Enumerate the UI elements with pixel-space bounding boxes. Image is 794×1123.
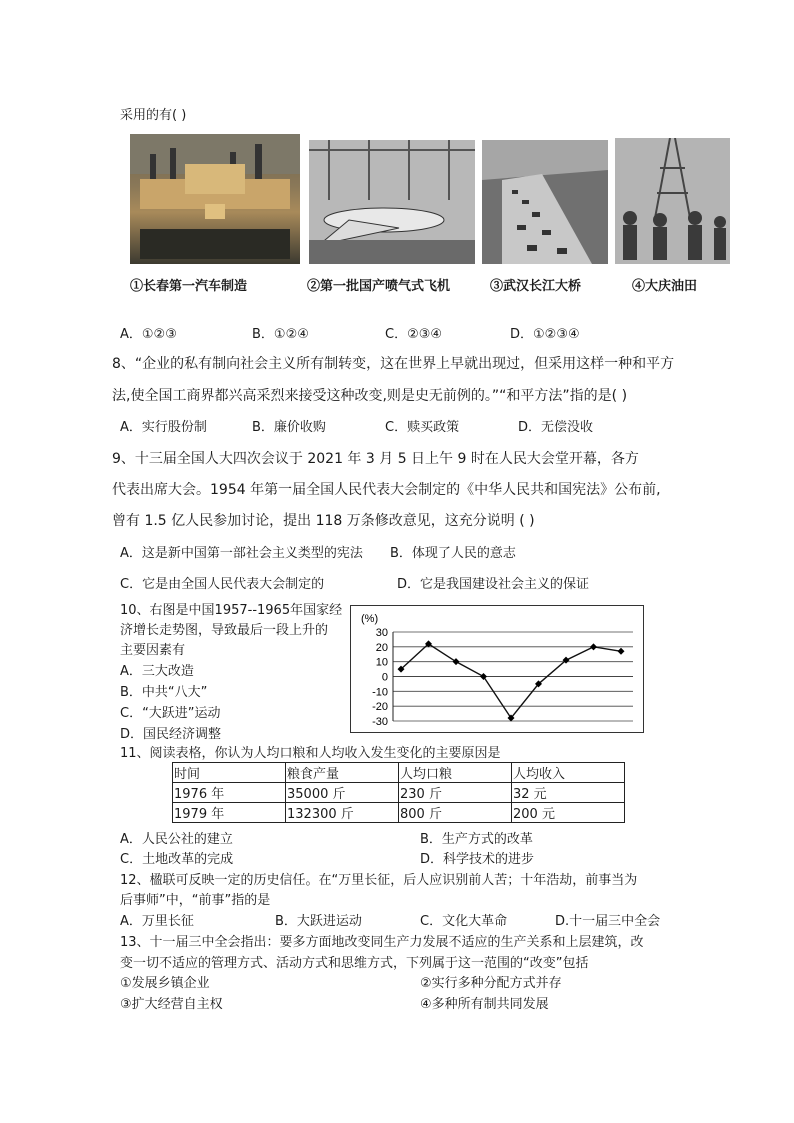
- q12-option-d[interactable]: D.十一届三中全会: [555, 914, 661, 929]
- q10-option-b[interactable]: B．中共“八大”: [120, 685, 208, 700]
- bridge-photo: [482, 140, 608, 264]
- q8-option-d[interactable]: D．无偿没收: [518, 420, 594, 435]
- table-header-cell: 时间: [173, 763, 286, 783]
- q11-option-c[interactable]: C．土地改革的完成: [120, 852, 234, 867]
- oilfield-photo: [615, 138, 730, 264]
- table-cell: 32 元: [512, 783, 625, 803]
- q8-option-b[interactable]: B．廉价收购: [252, 420, 326, 435]
- q10-stem-line2: 济增长走势图，导致最后一段上升的: [120, 623, 329, 638]
- photo-caption-4: ④大庆油田: [632, 279, 698, 294]
- q9-option-a[interactable]: A．这是新中国第一部社会主义类型的宪法: [120, 546, 363, 561]
- q10-option-c[interactable]: C．“大跃进”运动: [120, 706, 221, 721]
- q13-item-1[interactable]: ①发展乡镇企业: [120, 976, 210, 991]
- photo-caption-2: ②第一批国产喷气式飞机: [307, 279, 451, 294]
- q9-stem-line1: 9、十三届全国人大四次会议于 2021 年 3 月 5 日上午 9 时在人民大会堂开幕，各方: [112, 451, 639, 467]
- table-header-cell: 人均口粮: [399, 763, 512, 783]
- table-cell: 200 元: [512, 803, 625, 823]
- q13-item-4[interactable]: ④多种所有制共同发展: [420, 997, 549, 1012]
- factory-photo: [130, 134, 300, 264]
- chart-y-tick-label: 0: [381, 671, 388, 684]
- q8-stem-line2: 法,使全国工商界都兴高采烈来接受这种改变,则是史无前例的。”“和平方法”指的是( ): [112, 388, 628, 404]
- table-row: [173, 783, 625, 803]
- table-cell: 800 斤: [399, 803, 512, 823]
- chart-y-tick-label: 20: [375, 641, 388, 654]
- table-cell: 230 斤: [399, 783, 512, 803]
- q13-item-2[interactable]: ②实行多种分配方式并存: [420, 976, 562, 991]
- table-row: [173, 803, 625, 823]
- q8-option-c[interactable]: C．赎买政策: [385, 420, 460, 435]
- growth-chart-svg: [351, 606, 643, 732]
- q11-option-b[interactable]: B．生产方式的改革: [420, 832, 533, 847]
- q9-option-b[interactable]: B．体现了人民的意志: [390, 546, 516, 561]
- q9-stem-line2: 代表出席大会。1954 年第一届全国人民代表大会制定的《中华人民共和国宪法》公布前,: [112, 482, 661, 498]
- q9-stem-line3: 曾有 1.5 亿人民参加讨论，提出 118 万条修改意见，这充分说明 ( ): [112, 513, 535, 529]
- table-cell: 1976 年: [173, 783, 286, 803]
- q12-option-c[interactable]: C．文化大革命: [420, 914, 508, 929]
- q12-stem-line1: 12、楹联可反映一定的历史信任。在“万里长征，后人应识别前人苦；十年浩劫，前事当为: [120, 873, 638, 888]
- table-cell: 1979 年: [173, 803, 286, 823]
- chart-y-tick-label: -10: [372, 686, 388, 699]
- chart-y-tick-label: -30: [372, 716, 388, 728]
- table-header-cell: 人均收入: [512, 763, 625, 783]
- grain-table: [172, 762, 625, 823]
- chart-y-tick-label: -20: [372, 701, 388, 714]
- q11-option-d[interactable]: D．科学技术的进步: [420, 852, 535, 867]
- q12-option-b[interactable]: B．大跃进运动: [275, 914, 362, 929]
- q11-option-a[interactable]: A．人民公社的建立: [120, 832, 233, 847]
- q10-stem-line1: 10、右图是中国1957--1965年国家经: [120, 603, 343, 618]
- q13-stem-line1: 13、十一届三中全会指出：要多方面地改变同生产力发展不适应的生产关系和上层建筑，改: [120, 935, 644, 950]
- q7-option-a[interactable]: A．①②③: [120, 327, 177, 342]
- photo-caption-1: ①长春第一汽车制造: [130, 279, 248, 294]
- q12-stem-line2: 后事师”中，“前事”指的是: [120, 893, 271, 908]
- chart-data-point: [618, 648, 625, 655]
- q7-option-c[interactable]: C．②③④: [385, 327, 443, 342]
- chart-data-point: [453, 658, 460, 665]
- chart-y-tick-label: 10: [375, 656, 388, 669]
- q7-option-b[interactable]: B．①②④: [252, 327, 309, 342]
- q9-option-c[interactable]: C．它是由全国人民代表大会制定的: [120, 577, 325, 592]
- jet-photo: [309, 140, 475, 264]
- chart-y-tick-label: 30: [375, 627, 388, 639]
- q9-option-d[interactable]: D．它是我国建设社会主义的保证: [397, 577, 590, 592]
- photo-caption-3: ③武汉长江大桥: [490, 279, 582, 294]
- table-header-row: [173, 763, 625, 783]
- q13-item-3[interactable]: ③扩大经营自主权: [120, 997, 223, 1012]
- chart-data-point: [590, 643, 597, 650]
- chart-y-unit: (%): [361, 613, 379, 625]
- q8-stem-line1: 8、“企业的私有制向社会主义所有制转变，这在世界上早就出现过，但采用这样一种和平方: [112, 356, 675, 372]
- growth-chart: [350, 605, 644, 733]
- q10-option-a[interactable]: A．三大改造: [120, 664, 194, 679]
- q7-stem-tail: 采用的有( ): [120, 108, 187, 123]
- q8-option-a[interactable]: A．实行股份制: [120, 420, 207, 435]
- q10-stem-line3: 主要因素有: [120, 643, 186, 658]
- q7-option-d[interactable]: D．①②③④: [510, 327, 580, 342]
- q13-stem-line2: 变一切不适应的管理方式、活动方式和思维方式，下列属于这一范围的“改变”包括: [120, 956, 589, 971]
- q11-stem: 11、阅读表格，你认为人均口粮和人均收入发生变化的主要原因是: [120, 746, 501, 761]
- chart-series-line: [401, 644, 621, 718]
- q10-option-d[interactable]: D．国民经济调整: [120, 727, 222, 742]
- q12-option-a[interactable]: A．万里长征: [120, 914, 194, 929]
- table-header-cell: 粮食产量: [286, 763, 399, 783]
- table-cell: 132300 斤: [286, 803, 399, 823]
- table-cell: 35000 斤: [286, 783, 399, 803]
